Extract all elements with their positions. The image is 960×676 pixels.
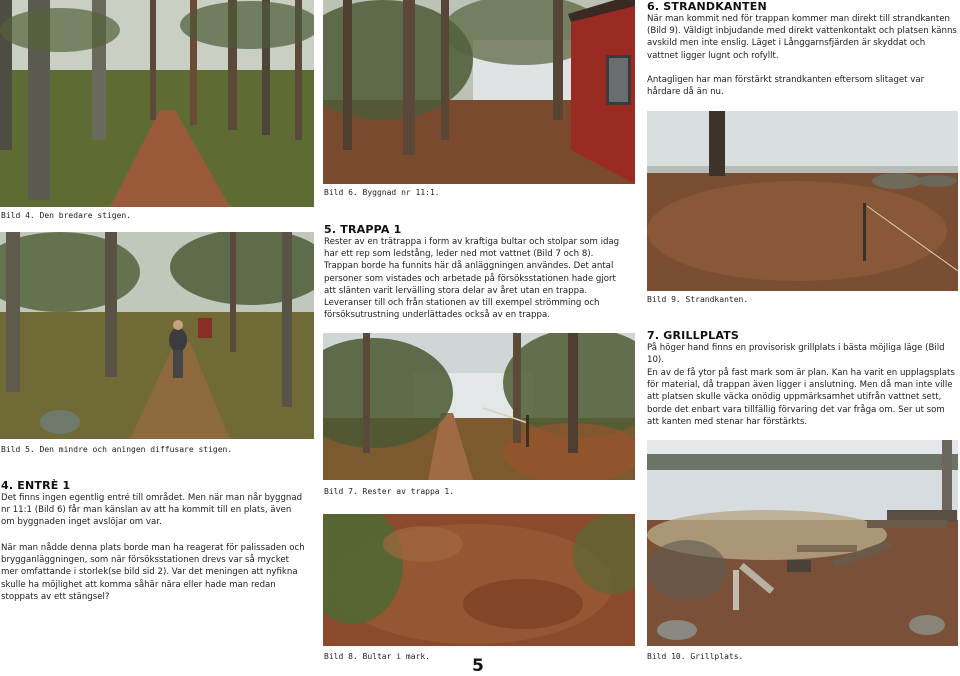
paragraph-grillplats-a: På höger hand finns en provisorisk grillplats i bästa möjliga läge (Bild 10).	[647, 343, 945, 366]
photo-bild-6-building	[323, 0, 635, 184]
caption-bild-9: Bild 9. Strandkanten.	[647, 295, 749, 304]
caption-bild-10: Bild 10. Grillplats.	[647, 652, 744, 661]
photo-bild-4-wide-path	[0, 0, 314, 207]
caption-bild-5: Bild 5. Den mindre och aningen diffusare stigen.	[1, 445, 233, 454]
heading-strandkanten: 6. STRANDKANTEN	[647, 0, 767, 13]
paragraph-trappa-1: Rester av en trätrappa i form av kraftiga bultar och stolpar som idag har ett rep som ledstång, leder ned mot vattnet (Bild 7 och 8). Trappan borde ha funnits här då anläggningen användes. Det antal personer som vistades och arbetade på försöksstationen hade gjort att slänten varit lervälling stora delar av året utan en trappa. Leveranser till och från stationen av till exempel strömming och försöksutrustning underlättades också av en trappa.	[324, 237, 620, 321]
photo-bild-5-narrow-path	[0, 232, 314, 439]
photo-bild-10-grill-area	[647, 440, 958, 646]
heading-entre-1: 4. ENTRÈ 1	[1, 479, 71, 492]
caption-bild-7: Bild 7. Rester av trappa 1.	[324, 487, 455, 496]
paragraph-strandkanten-a: När man kommit ned för trappan kommer man direkt till strandkanten (Bild 9). Väldigt inbjudande med direkt vattenkontakt och platsen känns avskild men inte enslig. Läget i Långgarnsfjärden är skyddat och vattnet ligger lugnt och rofyllt.	[647, 14, 957, 61]
paragraph-entre-1-a: Det finns ingen egentlig entré till området. Men när man når byggnad nr 11:1 (Bild 6) får man känslan av att ha kommit till en plats, även om byggnaden inget avslöjar om var.	[1, 493, 303, 528]
heading-grillplats: 7. GRILLPLATS	[647, 329, 740, 342]
photo-bild-8-bolts	[323, 514, 635, 646]
caption-bild-4: Bild 4. Den bredare stigen.	[1, 211, 132, 220]
paragraph-strandkanten-b: Antagligen har man förstärkt strandkanten eftersom slitaget var hårdare då än nu.	[647, 75, 925, 98]
photo-bild-7-stairs	[323, 333, 635, 480]
heading-trappa-1: 5. TRAPPA 1	[324, 223, 402, 236]
paragraph-grillplats-b: En av de få ytor på fast mark som är plan. Kan ha varit en upplagsplats för material, då trappan även ligger i anslutning. Men då man inte ville att platsen skulle väcka onödig uppmärksamhet utifrån vattnet sett, borde det enbart vara tillfällig förvaring det var fråga om. Ser ut som att kanten med stenar har förstärkts.	[647, 368, 955, 427]
page-number: 5	[472, 656, 484, 676]
photo-bild-9-shoreline	[647, 111, 958, 291]
caption-bild-8: Bild 8. Bultar i mark.	[324, 652, 430, 661]
caption-bild-6: Bild 6. Byggnad nr 11:1.	[324, 188, 440, 197]
paragraph-entre-1-b: När man nådde denna plats borde man ha reagerat för palissaden och brygganläggningen, som när försöksstationen drevs var så mycket mer omfattande i storlek(se bild sid 2). Var det meningen att nyfikna skulle ha möjlighet att komma såhär nära eller hade man redan stoppats av ett stängsel?	[1, 543, 305, 602]
